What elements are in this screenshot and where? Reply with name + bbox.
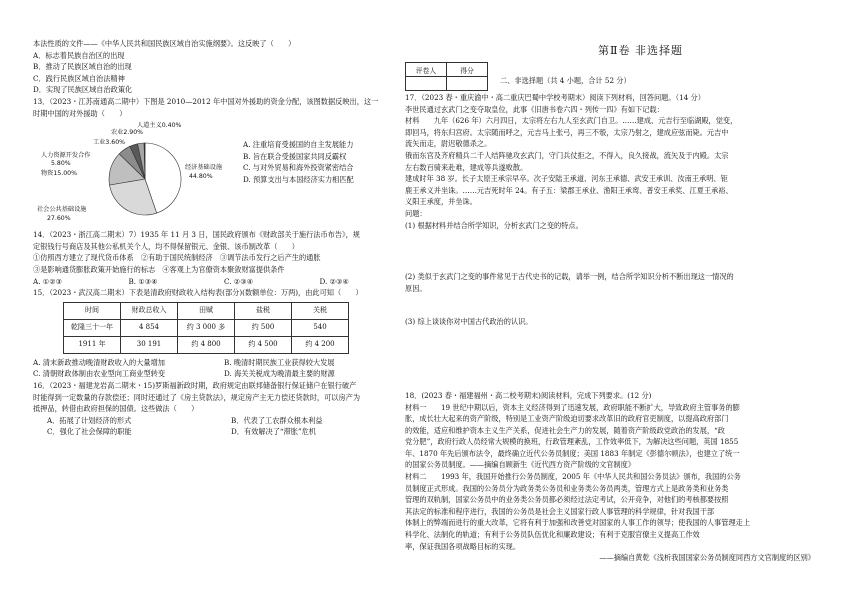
option-c: C. 与对外贸易和海外投资紧密结合 [243,163,354,173]
question-17-line: 即回马，将东归宫府。太宗随而呼之，元吉马上张弓，再三不彀，太宗乃射之，建成应弦而毙。元吉中 [405,127,729,137]
question-17-part1: (1) 根据材料并结合所学知识，分析玄武门之变的特点。 [405,220,583,230]
option-d: D. 预算支出与本国经济实力相匹配 [243,174,354,184]
question-18-line: 体制上的弊端而进行的重大改革，它将有利于加强和改善党对国家的人事工作的领导；使我国的人事管理走上 [405,518,751,528]
table-cell: 约 4 800 [178,336,235,353]
question-17-line: 李世民通过玄武门之变夺取皇位，此事《旧唐书卷六四・列传一四》有如下记载： [405,104,664,114]
option-b: B. ①③④ [128,276,158,286]
option-b: B．推动了民族区域自治的出现 [33,62,132,72]
q15-options-row1 [33,357,415,369]
question-17-line: 材料 九年（626 年）六月四日，太宗将左右九人至玄武门自卫。……建成、元吉行至临湖殿，觉变， [405,116,738,126]
question-18-line: 科学化、法制化的轨道；有利于公务员队伍优化和廉政建设；有利于克服官僚主义提高工作效 [405,530,700,540]
question-15: 15．（2023・武汉高二期末）下表是清政府财政收入结构表(部分)(数额单位：万两)，由此可知（ ） [33,288,363,298]
table-header-row [64,302,349,319]
question-18: 18．(2023 春・福建福州・高二校考期末)阅读材料，完成下列要求。(12 分) [405,390,652,400]
option-b: B. 晚清时期民族工业获得较大发展 [224,357,335,367]
label-hr-value: 5.80% [51,160,71,168]
table-cell: 1911 年 [64,336,121,353]
label-humanitarian: 人道主义0.40% [137,122,182,130]
option-d: D．实现了民族区域自治政策化 [33,85,133,95]
score-input-row [406,77,488,91]
question-text: 本法性质的文件——《中华人民共和国民族区域自治实施纲要》。这反映了（ ） [33,39,296,48]
question-18-line: 的效能，适应和维护资本主义生产关系，促进社会生产力的发展，随着资产阶级政党政治的发展，“政 [405,425,725,435]
q16-options-row2 [33,426,415,438]
option-d: D. 海关关税成为晚清最主要的财源 [224,369,335,379]
question-18-line: 员制度正式形成。我国的公务员分为政务类公务员和业务类公务员两类，管理方式上是政务类和业务类 [405,483,729,493]
option-d: D. ②③④ [319,276,349,286]
label-hr: 人力资源开发合作 [41,152,91,160]
question-16-line: 时能得到一定数量的存款偿还；同时还通过了《房主贷款法》，规定房产主无力偿还贷款时，可以房产为 [33,392,361,402]
option-a: A．拓展了计划经济的形式 [47,415,132,425]
table-header: 财政总收入 [121,302,178,319]
table-row [64,336,349,353]
question-17-line: 义阳王承度，并坐诛。 [405,197,477,207]
table-cell: 540 [292,319,349,336]
label-econ-infra-value: 44.80% [189,173,213,181]
option-c: C．践行民族区域自治法精神 [33,73,125,83]
question-18-line: 党分肥”，政府行政人员经常大规模的换班，行政管理紊乱，工作效率低下，为解决这些问题，英国 1855 [405,437,739,447]
question-18-line: 材料二 1993 年，我国开始推行公务员制度，2005 年《中华人民共和国公务员法》颁布，我国的公务 [405,472,741,482]
question-18-line: 材料一 19 世纪中期以后，资本主义经济得到了迅速发展，政府职能不断扩大，导致政府主管事务的膨 [405,402,740,412]
option-b: B. 旨在联合受援国家共同反霸权 [243,151,347,161]
label-materials: 物资15.00% [41,170,77,178]
question-17-part2-line: 原因。 [405,283,427,293]
question-17: 17．（2023 春・重庆渝中・高二重庆巴蜀中学校考期末）阅读下列材料，回答问题。（14 分） [405,93,705,102]
grader-label: 评卷人 [406,63,447,77]
option-d: D．有效解决了“滞胀”危机 [231,427,316,437]
q13-options [243,119,354,229]
q14-options [33,276,415,288]
label-social-infra-value: 27.60% [47,215,71,223]
question-14-line: ①仿照西方建立了现代货币体系 ②有助于国民统制经济 ③调节法币发行之后产生的通胀 [33,253,321,263]
option-c: C．强化了社会保障的职能 [47,427,132,437]
section-title: 第Ⅱ卷 非选择题 [598,44,683,57]
table-header: 关税 [292,302,349,319]
table-header: 盐税 [235,302,292,319]
label-agriculture: 农业2.90% [111,129,144,137]
table-cell: 约 500 [235,319,292,336]
question-16: 16．（2023・福建龙岩高二期末・15)罗斯福新政时期，政府规定由联邦储备银行保证储户在银行破产 [33,380,357,390]
label-econ-infra: 经济基础设施 [185,164,223,172]
question-14: 14．（2023・浙江高二期末）7）1935 年 11 月 3 日，国民政府颁布《财政部关于施行法币布告》，规 [33,230,360,240]
question-17-line: 问题： [405,208,427,218]
table-cell: 约 3 000 多 [178,319,235,336]
score-cell[interactable] [447,77,488,91]
option-a: A. 清末新政推动晚清财政收入的大量增加 [33,357,165,367]
label-industry: 工业3.60% [93,139,126,147]
table-cell: 约 4 200 [292,336,349,353]
score-table [405,62,488,91]
question-17-line: 俄而东宫及齐府精兵二千人结阵驰攻玄武门，守门兵仗拒之，不得入，良久接战，流矢及于内殿。太宗 [405,150,729,160]
question-18-line: 管理的双轨制，国家公务员中的业务类公务员都必须经过法定考试，公开竞争，对他们的考核都要按照 [405,495,729,505]
question-13-line: 时期中国的对外援助（ ） [33,108,127,118]
left-column [33,38,415,438]
table-cell: 约 4 500 [235,336,292,353]
score-header-row [406,63,488,77]
question-18-line: 的国家公务员制度。——摘编自顾新生《近代西方资产阶级的文官制度》 [405,460,636,470]
q15-options-row2 [33,368,415,380]
question-18-line: 率，保证我国各项战略目标的实现。 [405,541,521,551]
q13-figure [33,119,415,229]
table-row [64,319,349,336]
question-17-line: 建成时年 38 岁。长子太原王承宗早卒。次子安陆王承道、河东王承德、武安王承训、汝南王承明、钜 [405,174,728,184]
section-heading: 二、非选择题（共 4 小题，合计 52 分） [500,76,631,85]
option-c: C. 清朝财政体制由农业型向工商业型转变 [33,369,166,379]
question-14-line: ③是影响通货膨胀政策开始施行的标志 ④客观上为官僚资本聚敛财富提供条件 [33,264,285,274]
material-source: ——摘编自黄乾《浅析我国国家公务员制度同西方文官制度的区别》 [599,553,815,563]
option-b: B．代表了工农群众根本利益 [231,415,323,425]
table-header: 时间 [64,302,121,319]
fiscal-table [63,302,349,354]
table-header: 田赋 [178,302,235,319]
question-13: 13．（2023・江苏南通高二期中）下图是 2010—2012 年中国对外援助的资金分配，该图数据反映出，这一 [33,96,379,106]
option-a: A. 注重培育受援国的自主发展能力 [243,140,354,150]
table-cell: 4 854 [121,319,178,336]
option-a: A. ①②③ [33,276,63,286]
score-label: 得分 [447,63,488,77]
label-social-infra: 社会公共基础设施 [37,206,87,214]
question-17-line: 流矢而走，尉迟敬德杀之。 [405,139,492,149]
question-17-line: 左右数百骑来赴难，建成等兵遂败散。 [405,162,528,172]
right-column [405,92,825,564]
table-cell: 30 191 [121,336,178,353]
table-cell: 乾隆三十一年 [64,319,121,336]
aid-pie-chart [33,119,243,229]
question-18-line: 其法定的标准和程序进行，我国的公务员是社会主义国家行政人事管理的科学规律，针对我国干部 [405,506,715,516]
question-17-part2: (2) 类似于玄武门之变的事件常见于古代史书的记载，请举一例，结合所学知识分析不断出现这一情况的 [405,272,734,282]
grader-cell[interactable] [406,77,447,91]
question-18-line: 胀，成长壮大起来的资产阶级，特别是工业资产阶级迫切要求改革旧的政府官吏制度，以提高政府部门 [405,414,729,424]
option-c: C. ②③④ [224,276,254,286]
question-17-part3: (3) 综上谈谈你对中国古代政治的认识。 [405,317,533,327]
question-17-line: 鹿王承义并坐诛。……元吉死时年 24。有子五：梁郡王承业、渔阳王承鸾、普安王承奖、江夏王承裕、 [405,185,733,195]
q16-options-row1 [33,415,415,427]
question-14-line: 定银钱行号商店及其他公私机关个人，均不得保留银元、金银、该币制改革（ ） [33,241,299,251]
option-a: A．标志着民族自治区的出现 [33,50,125,60]
question-16-line: 抵押品，转借由政府担保的国债。这些做法（ ） [33,404,199,414]
question-18-line: 年、1870 年先后颁布法令，最终确立近代公务员制度；美国 1883 年制定《彭德尔顿法》，也建立了统一 [405,448,740,458]
